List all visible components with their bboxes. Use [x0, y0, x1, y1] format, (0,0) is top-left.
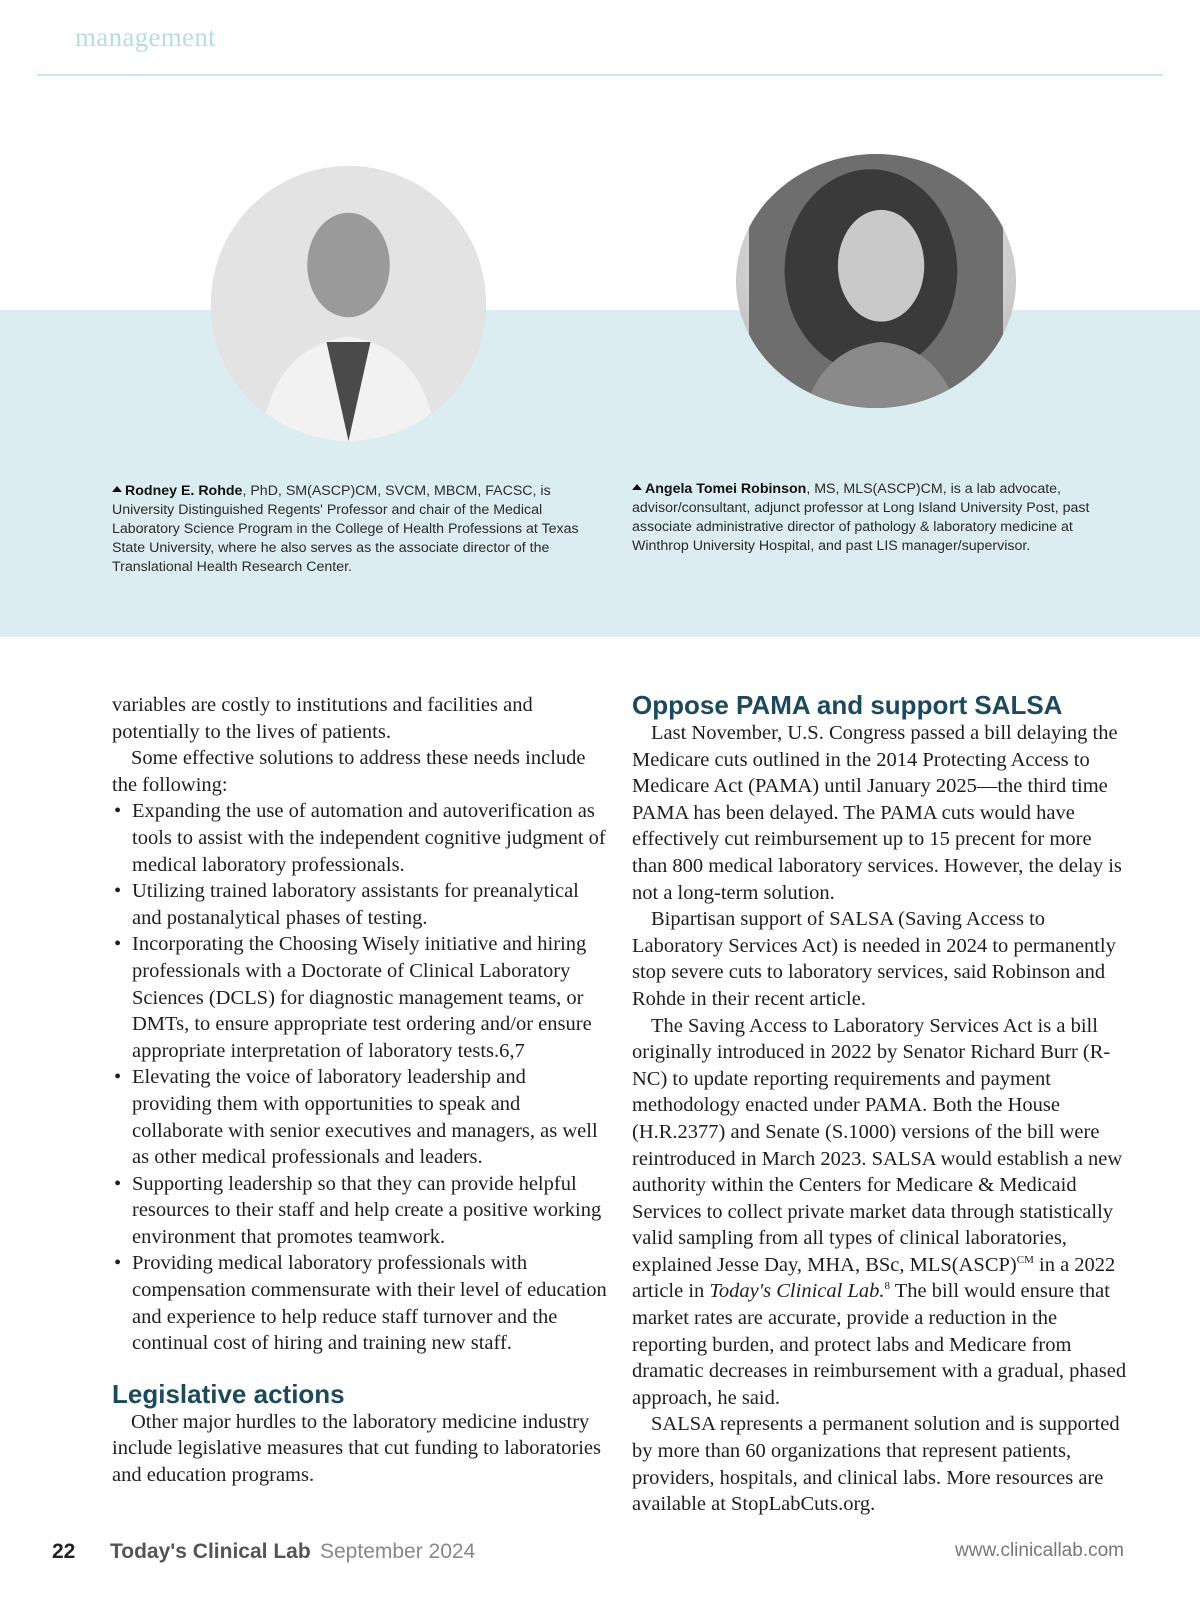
paragraph: Some effective solutions to address these needs include the following: [112, 747, 586, 796]
section-heading: Oppose PAMA and support SALSA [632, 690, 1063, 720]
list-item: • Providing medical laboratory professionals with compensation commensurate with their level of education and experience to help reduce staff turnover and the continual cost of hiring and training new staff. [112, 1250, 607, 1356]
page-footer [52, 1540, 1124, 1570]
left-column [112, 692, 607, 1489]
right-column [632, 690, 1127, 1518]
text-span: The Saving Access to Laboratory Services Act is a bill originally introduced in 2022 by Senator Richard Burr (R-NC) to update reporting requirements and payment methodology enacted under PAMA. Both the House (H.R.2377) and Senate (S.1000) versions of the bill were reintroduced in March 2023. SALSA would establish a new authority within the Centers for Medicare & Medicaid Services to collect private market data through statistically valid sampling from all types of clinical laboratories, explained Jesse Day, MHA, BSc, MLS(ASCP) [632, 1014, 1123, 1276]
list-item: • Supporting leadership so that they can provide helpful resources to their staff and help create a positive working environment that promotes teamwork. [112, 1171, 607, 1251]
superscript: CM [1016, 1253, 1034, 1266]
issue-date: September 2024 [320, 1540, 476, 1563]
caret-up-icon [632, 484, 642, 490]
portrait-silhouette-icon [211, 166, 486, 441]
text-span: The bill would ensure that market rates are accurate, provide a reduction in the reporting burden, and protect labs and Medicare from dramatic decreases in reimbursement with a gradual, phased approach, he said. [632, 1280, 1127, 1409]
paragraph: Other major hurdles to the laboratory medicine industry include legislative measures that cut funding to laboratories and education programs. [112, 1410, 602, 1487]
author-photo-robinson [736, 154, 1016, 408]
list-item: • Elevating the voice of laboratory leadership and providing them with opportunities to speak and collaborate with senior executives and managers, as well as other medical professionals and leaders. [112, 1064, 607, 1170]
list-item: • Incorporating the Choosing Wisely initiative and hiring professionals with a Doctorate of Clinical Laboratory Sciences (DCLS) for diagnostic management teams, or DMTs, to ensure appropriate test ordering and/or ensure appropriate interpretation of laboratory tests.6,7 [112, 931, 607, 1064]
paragraph: SALSA represents a permanent solution and is supported by more than 60 organizations that represent patients, providers, hospitals, and clinical labs. More resources are available at StopLabCuts.org. [632, 1413, 1120, 1516]
publication-title: Today's Clinical Lab. [709, 1280, 885, 1303]
solutions-list [112, 798, 607, 1356]
author-name: Rodney E. Rohde [125, 483, 243, 499]
magazine-name: Today's Clinical Lab [110, 1540, 311, 1563]
author-bio: , PhD, SM(ASCP)CM, SVCM, MBCM, FACSC, is University Distinguished Regents' Professor and chair of the Medical Laboratory Science Program in the College of Health Professions at Texas State University, where he also serves as the associate director of the Translational Health Research Center. [112, 483, 579, 575]
list-item: • Expanding the use of automation and autoverification as tools to assist with the independent cognitive judgment of medical laboratory professionals. [112, 798, 607, 878]
paragraph: variables are costly to institutions and facilities and potentially to the lives of patients. [112, 694, 533, 743]
author-caption-rohde [112, 482, 582, 577]
website-link[interactable]: www.clinicallab.com [955, 1540, 1124, 1561]
caret-up-icon [112, 486, 122, 492]
paragraph [632, 1013, 1127, 1412]
author-caption-robinson [632, 480, 1102, 556]
reference-number: 8 [884, 1280, 890, 1293]
paragraph: Bipartisan support of SALSA (Saving Access to Laboratory Services Act) is needed in 2024 to permanently stop severe cuts to laboratory services, said Robinson and Rohde in their recent article. [632, 908, 1116, 1010]
list-item: • Utilizing trained laboratory assistants for preanalytical and postanalytical phases of testing. [112, 878, 607, 931]
header-divider [37, 74, 1163, 76]
text-span: in a 2022 article in [632, 1253, 1116, 1303]
page-number: 22 [52, 1540, 76, 1563]
portrait-silhouette-icon [736, 154, 1016, 408]
section-heading: Legislative actions [112, 1378, 345, 1409]
paragraph: Last November, U.S. Congress passed a bill delaying the Medicare cuts outlined in the 2014 Protecting Access to Medicare Act (PAMA) until January 2025—the third time PAMA has been delayed. The PAMA cuts would have effectively cut reimbursement up to 15 precent for more than 800 medical laboratory services. However, the delay is not a long-term solution. [632, 722, 1122, 904]
author-bio: , MS, MLS(ASCP)CM, is a lab advocate, advisor/consultant, adjunct professor at Long Island University Post, past associate administrative director of pathology & laboratory medicine at Winthrop University Hospital, and past LIS manager/supervisor. [632, 481, 1090, 554]
author-photo-rohde [211, 166, 486, 441]
section-label: management [75, 22, 216, 52]
author-name: Angela Tomei Robinson [645, 481, 807, 497]
author-band [0, 310, 1200, 637]
